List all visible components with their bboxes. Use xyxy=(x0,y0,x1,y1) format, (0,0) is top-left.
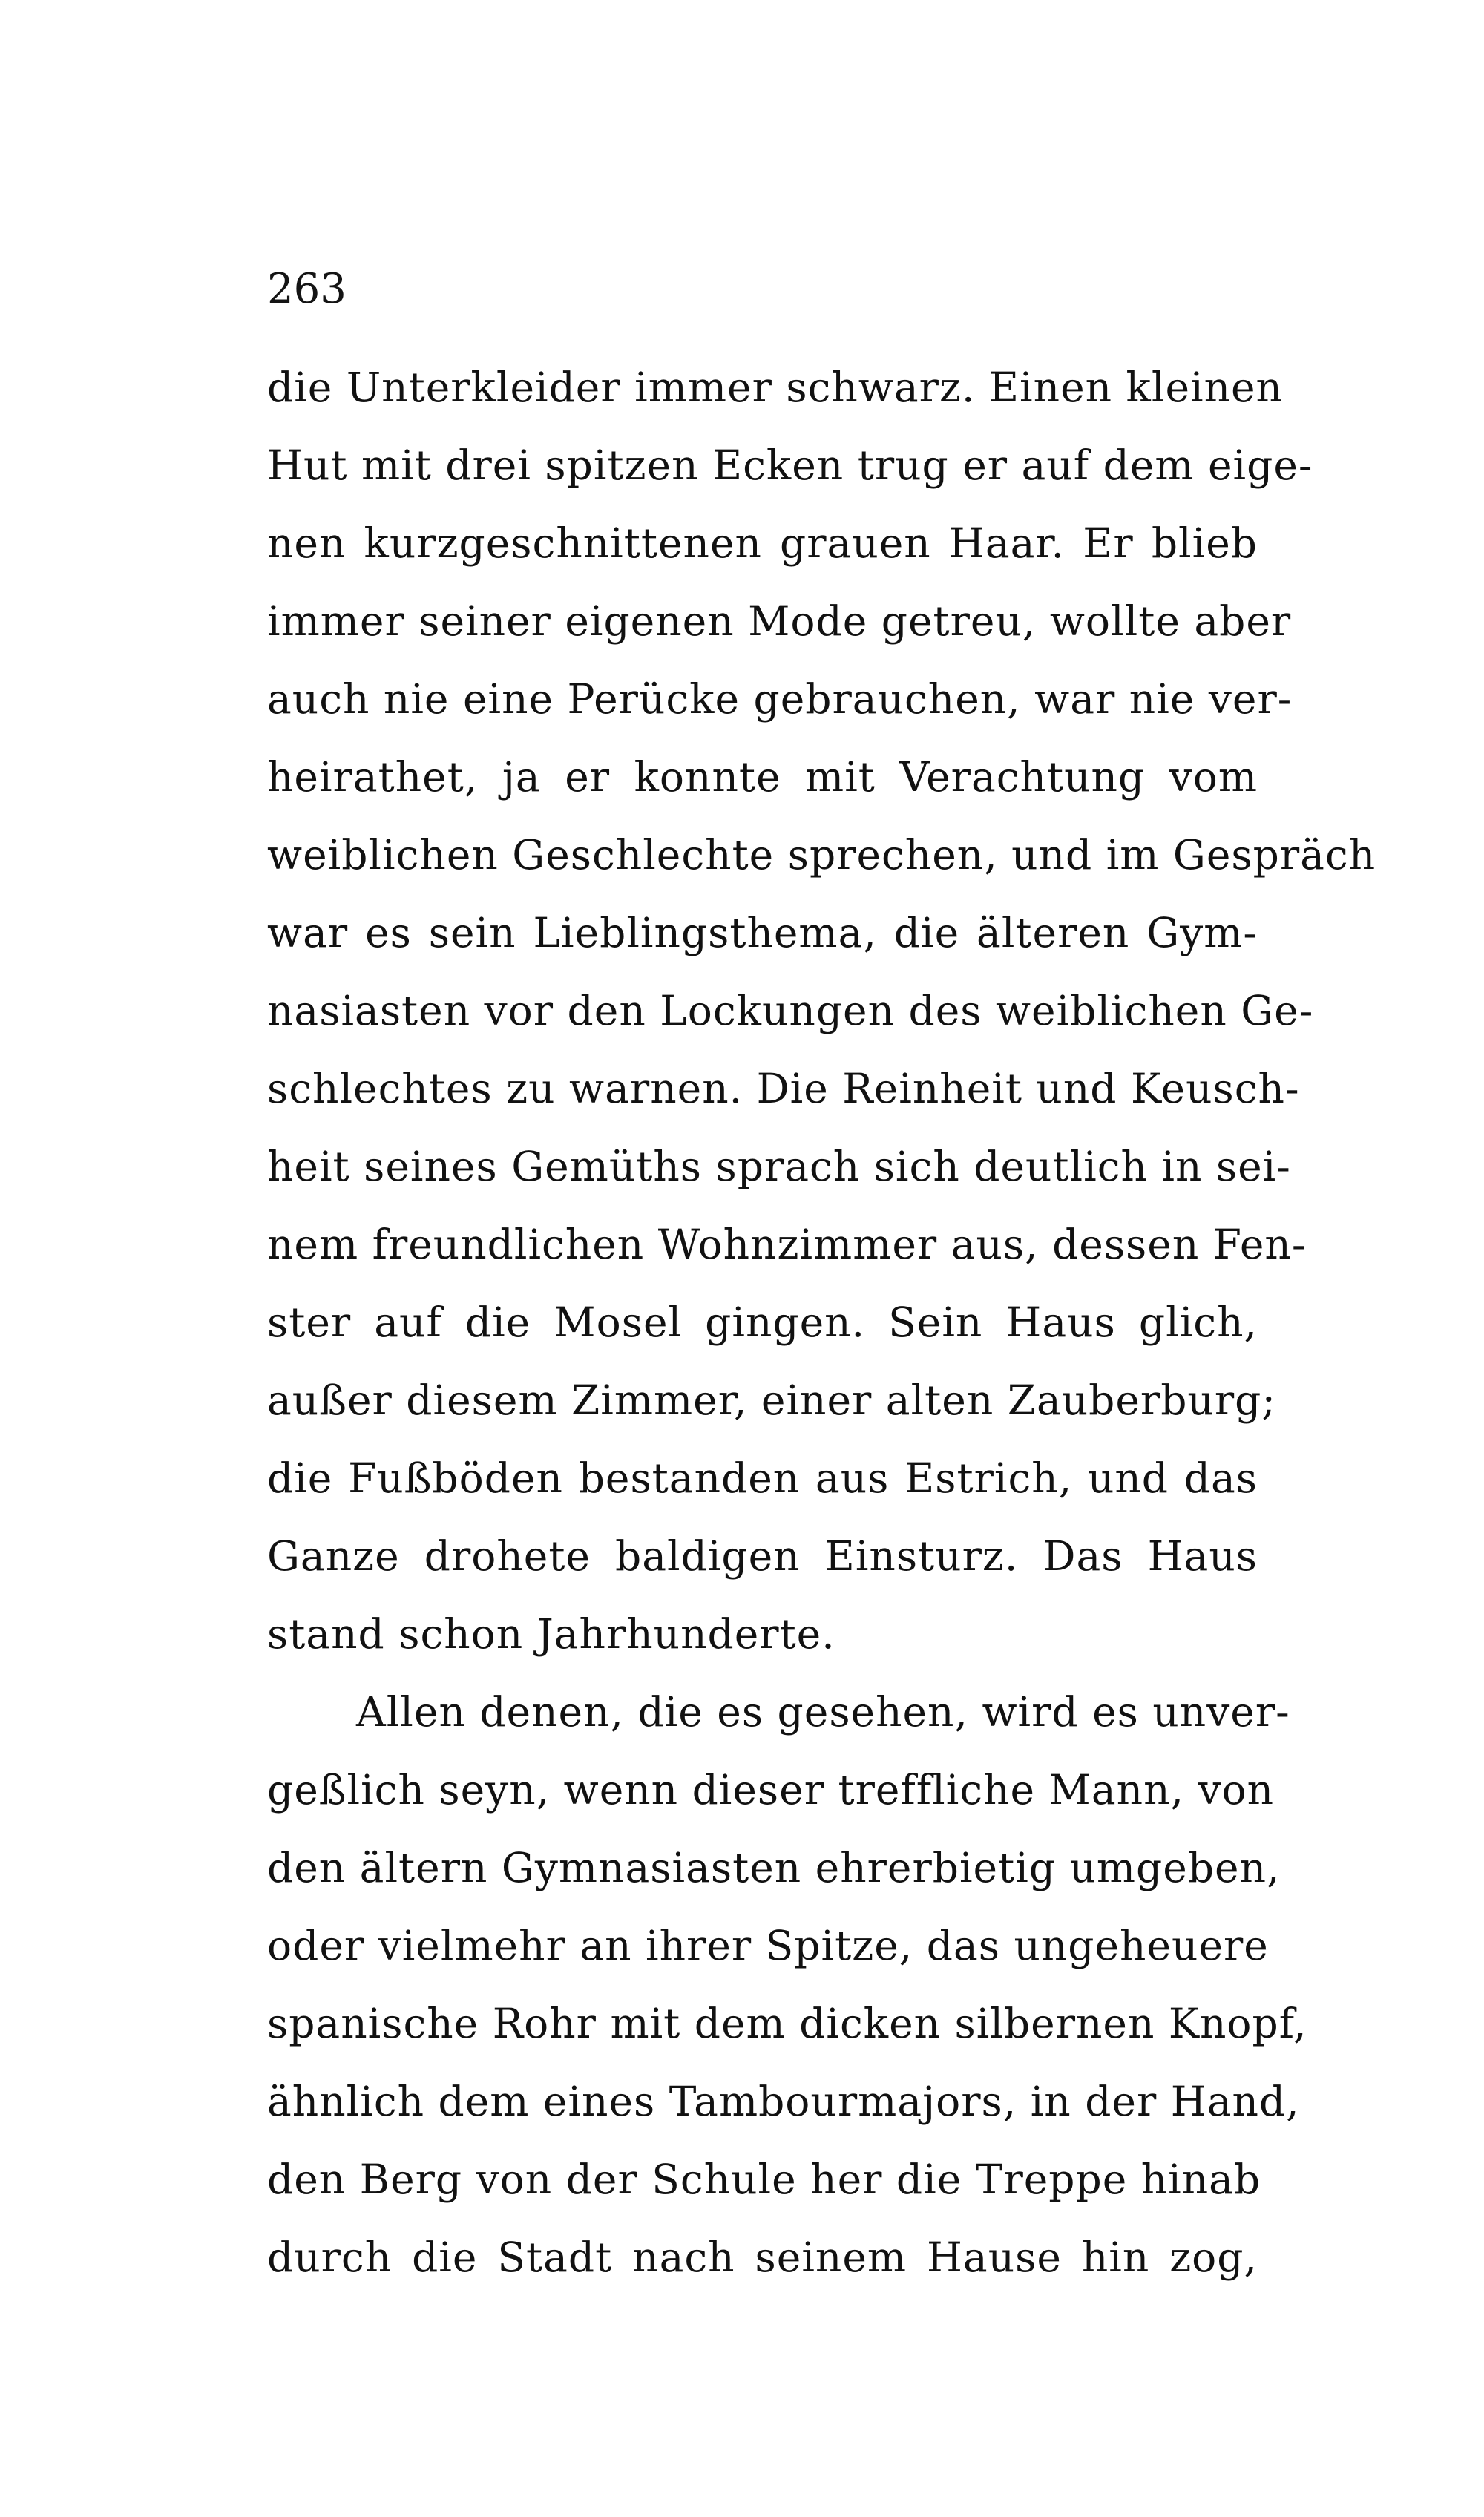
text-line: Ganze drohete baldigen Einsturz. Das Haus xyxy=(267,1532,1258,1580)
text-line: spanische Rohr mit dem dicken silbernen Knopf, xyxy=(267,2000,1307,2047)
text-line: oder vielmehr an ihrer Spitze, das ungeheuere xyxy=(267,1922,1269,1969)
text-line: ähnlich dem eines Tambourmajors, in der Hand, xyxy=(267,2078,1300,2125)
text-line: stand schon Jahrhunderte. xyxy=(267,1610,835,1658)
text-line: ster auf die Mosel gingen. Sein Haus glich, xyxy=(267,1299,1258,1346)
text-line: die Fußböden bestanden aus Estrich, und das xyxy=(267,1454,1258,1502)
text-line: nem freundlichen Wohnzimmer aus, dessen Fen- xyxy=(267,1221,1307,1268)
text-line: durch die Stadt nach seinem Hause hin zog, xyxy=(267,2234,1258,2281)
text-line: heit seines Gemüths sprach sich deutlich in sei- xyxy=(267,1143,1291,1190)
text-line: die Unterkleider immer schwarz. Einen kleinen xyxy=(267,364,1283,411)
text-line: war es sein Lieblingsthema, die älteren Gym- xyxy=(267,909,1258,956)
paragraph-1 xyxy=(267,349,1376,1673)
text-line: Hut mit drei spitzen Ecken trug er auf dem eige- xyxy=(267,442,1313,489)
text-line: schlechtes zu warnen. Die Reinheit und Keusch- xyxy=(267,1065,1300,1112)
text-line: den Berg von der Schule her die Treppe hinab xyxy=(267,2156,1261,2203)
page-number: 263 xyxy=(267,265,347,313)
text-line: außer diesem Zimmer, einer alten Zauberburg; xyxy=(267,1376,1276,1424)
paragraph-2 xyxy=(267,1673,1307,2297)
text-line: nen kurzgeschnittenen grauen Haar. Er blieb xyxy=(267,519,1258,567)
text-line: Allen denen, die es gesehen, wird es unver- xyxy=(356,1688,1290,1736)
text-line: weiblichen Geschlechte sprechen, und im Gespräch xyxy=(267,831,1376,879)
text-line: heirathet, ja er konnte mit Verachtung vom xyxy=(267,753,1258,801)
text-line: nasiasten vor den Lockungen des weiblichen Ge- xyxy=(267,987,1314,1034)
text-line: geßlich seyn, wenn dieser treffliche Mann, von xyxy=(267,1766,1275,1814)
text-line: den ältern Gymnasiasten ehrerbietig umgeben, xyxy=(267,1844,1281,1891)
text-line: auch nie eine Perücke gebrauchen, war nie ver- xyxy=(267,675,1293,723)
text-line: immer seiner eigenen Mode getreu, wollte aber xyxy=(267,597,1292,645)
body-text xyxy=(267,349,1376,2297)
